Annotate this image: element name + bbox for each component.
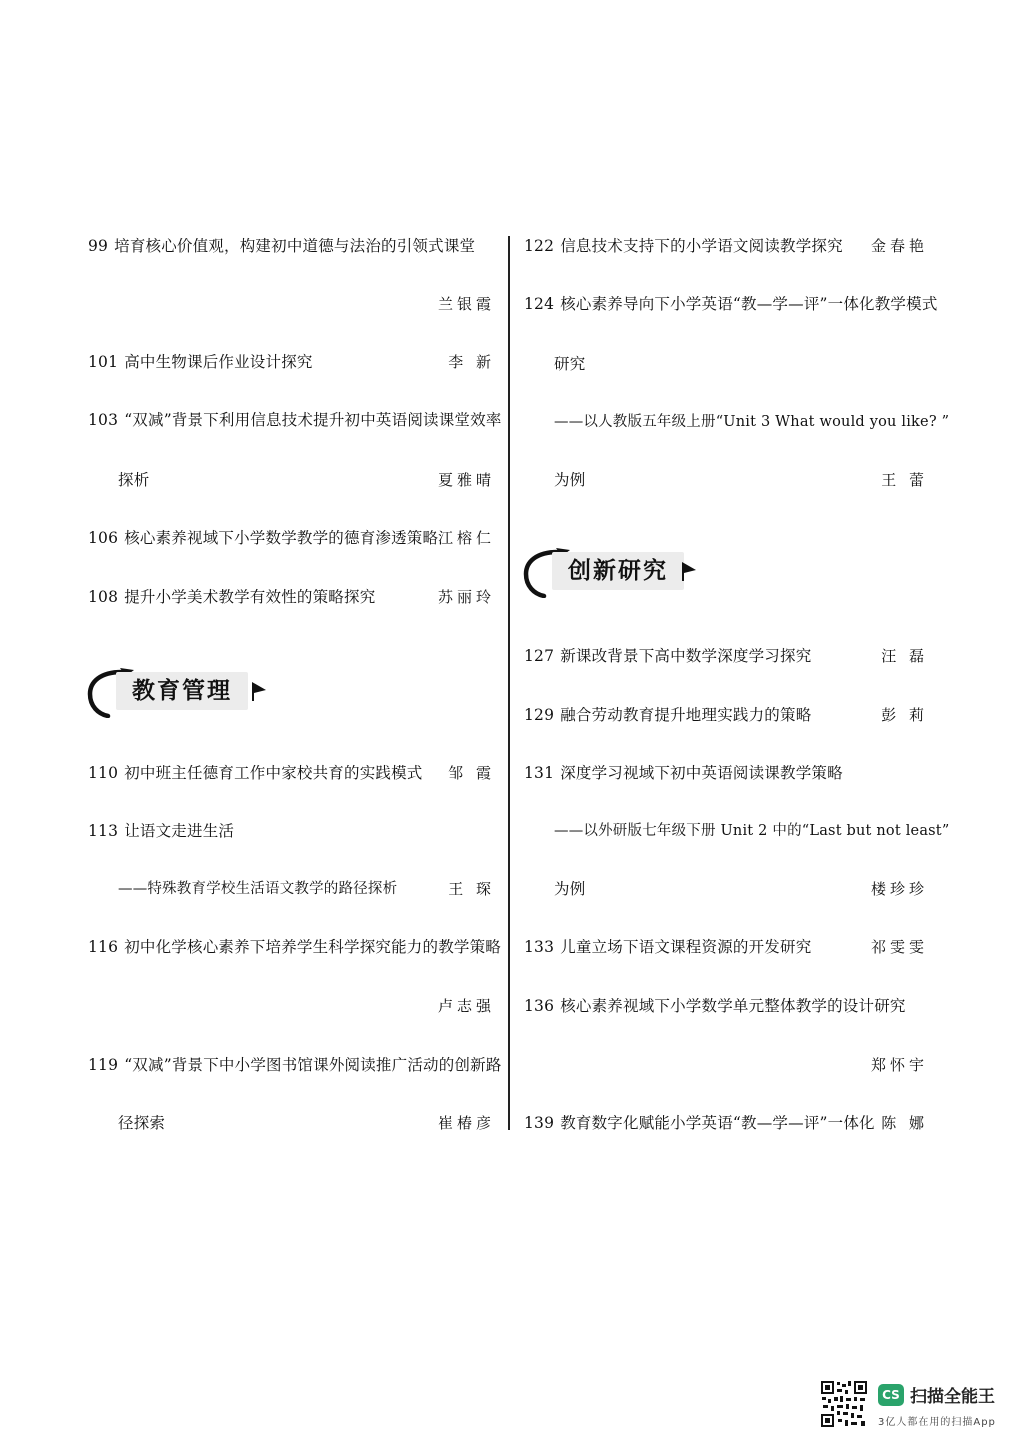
page-number: 101: [88, 353, 119, 371]
page-number: 113: [88, 822, 119, 840]
scanner-watermark: [820, 1380, 1010, 1428]
toc-entry-title: 129 融合劳动教育提升地理实践力的策略: [524, 706, 812, 724]
flag-icon: [680, 560, 698, 582]
toc-entry-title-continued: 探析: [118, 471, 150, 489]
page-number: 136: [524, 997, 555, 1015]
toc-entry-title: 127 新课改背景下高中数学深度学习探究: [524, 647, 812, 665]
toc-entry-title: 113 让语文走进生活: [88, 822, 235, 840]
page-number: 131: [524, 764, 555, 782]
toc-entry-subtitle: ——以外研版七年级下册 Unit 2 中的“Last but not least”: [554, 823, 950, 839]
toc-entry-author: 王 蕾: [881, 471, 928, 489]
scanner-app-name: 扫描全能王: [910, 1387, 995, 1407]
toc-entry-title: 119 “双减”背景下中小学图书馆课外阅读推广活动的创新路: [88, 1056, 502, 1074]
toc-entry-title: 99 培育核心价值观，构建初中道德与法治的引领式课堂: [88, 237, 476, 255]
toc-entry-title: 103 “双减”背景下利用信息技术提升初中英语阅读课堂效率: [88, 411, 502, 429]
toc-entry-author: 兰银霞: [437, 295, 495, 313]
toc-entry-title-continued: 径探索: [118, 1114, 166, 1132]
section-heading-innovation-research: [522, 546, 722, 598]
page-number: 133: [524, 938, 555, 956]
column-divider: [508, 236, 510, 1130]
toc-entry-author: 苏丽玲: [437, 588, 495, 606]
scanner-app-tagline: 3亿人都在用的扫描App: [878, 1417, 996, 1428]
toc-entry-author: 江榕仁: [437, 529, 495, 547]
section-title: 教育管理: [132, 678, 232, 704]
section-title: 创新研究: [568, 558, 668, 584]
page-number: 129: [524, 706, 555, 724]
toc-entry-author: 卢志强: [437, 997, 495, 1015]
qr-code-icon: [820, 1380, 868, 1428]
page-number: 110: [88, 764, 119, 782]
toc-entry-author: 楼珍珍: [870, 880, 928, 898]
toc-entry-author: 邹 霞: [448, 764, 495, 782]
page-number: 108: [88, 588, 119, 606]
toc-entry-author: 汪 磊: [881, 647, 928, 665]
toc-entry-author: 王 琛: [448, 880, 495, 898]
scanner-app-logo: CS: [878, 1384, 904, 1406]
toc-entry-author: 金春艳: [870, 237, 928, 255]
toc-entry-author: 陈 娜: [881, 1114, 928, 1132]
toc-entry-title: 122 信息技术支持下的小学语文阅读教学探究: [524, 237, 843, 255]
toc-entry-title-continued: 研究: [554, 355, 586, 373]
toc-entry-title: 101 高中生物课后作业设计探究: [88, 353, 313, 371]
toc-entry-subtitle: ——特殊教育学校生活语文教学的路径探析: [118, 881, 398, 897]
page-number: 103: [88, 411, 119, 429]
page-number: 116: [88, 938, 119, 956]
page-number: 127: [524, 647, 555, 665]
toc-entry-title: 116 初中化学核心素养下培养学生科学探究能力的教学策略: [88, 938, 501, 956]
page-number: 99: [88, 237, 109, 255]
toc-entry-title: 108 提升小学美术教学有效性的策略探究: [88, 588, 376, 606]
page-number: 106: [88, 529, 119, 547]
toc-entry-subtitle-end: 为例: [554, 880, 586, 898]
page-number: 124: [524, 295, 555, 313]
section-title-band: [552, 552, 684, 590]
flag-icon: [250, 680, 268, 702]
toc-entry-title: 136 核心素养视域下小学数学单元整体教学的设计研究: [524, 997, 906, 1015]
toc-entry-subtitle-end: 为例: [554, 471, 586, 489]
toc-entry-author: 郑怀宇: [870, 1056, 928, 1074]
toc-entry-title: 106 核心素养视域下小学数学教学的德育渗透策略: [88, 529, 439, 547]
toc-entry-author: 崔椿彦: [437, 1114, 495, 1132]
toc-entry-author: 祁雯雯: [870, 938, 928, 956]
page-number: 139: [524, 1114, 555, 1132]
toc-entry-author: 夏雅晴: [437, 471, 495, 489]
toc-entry-subtitle: ——以人教版五年级上册“Unit 3 What would you like? ”: [554, 414, 950, 430]
section-title-band: [116, 672, 248, 710]
toc-entry-title: 133 儿童立场下语文课程资源的开发研究: [524, 938, 812, 956]
toc-entry-author: 李 新: [448, 353, 495, 371]
section-heading-education-management: [86, 666, 286, 718]
toc-entry-title: 110 初中班主任德育工作中家校共育的实践模式: [88, 764, 423, 782]
toc-entry-author: 彭 莉: [881, 706, 928, 724]
page-number: 119: [88, 1056, 119, 1074]
toc-entry-title: 124 核心素养导向下小学英语“教—学—评”一体化教学模式: [524, 295, 938, 313]
toc-entry-title: 139 教育数字化赋能小学英语“教—学—评”一体化: [524, 1114, 875, 1132]
toc-entry-title: 131 深度学习视域下初中英语阅读课教学策略: [524, 764, 843, 782]
page-number: 122: [524, 237, 555, 255]
